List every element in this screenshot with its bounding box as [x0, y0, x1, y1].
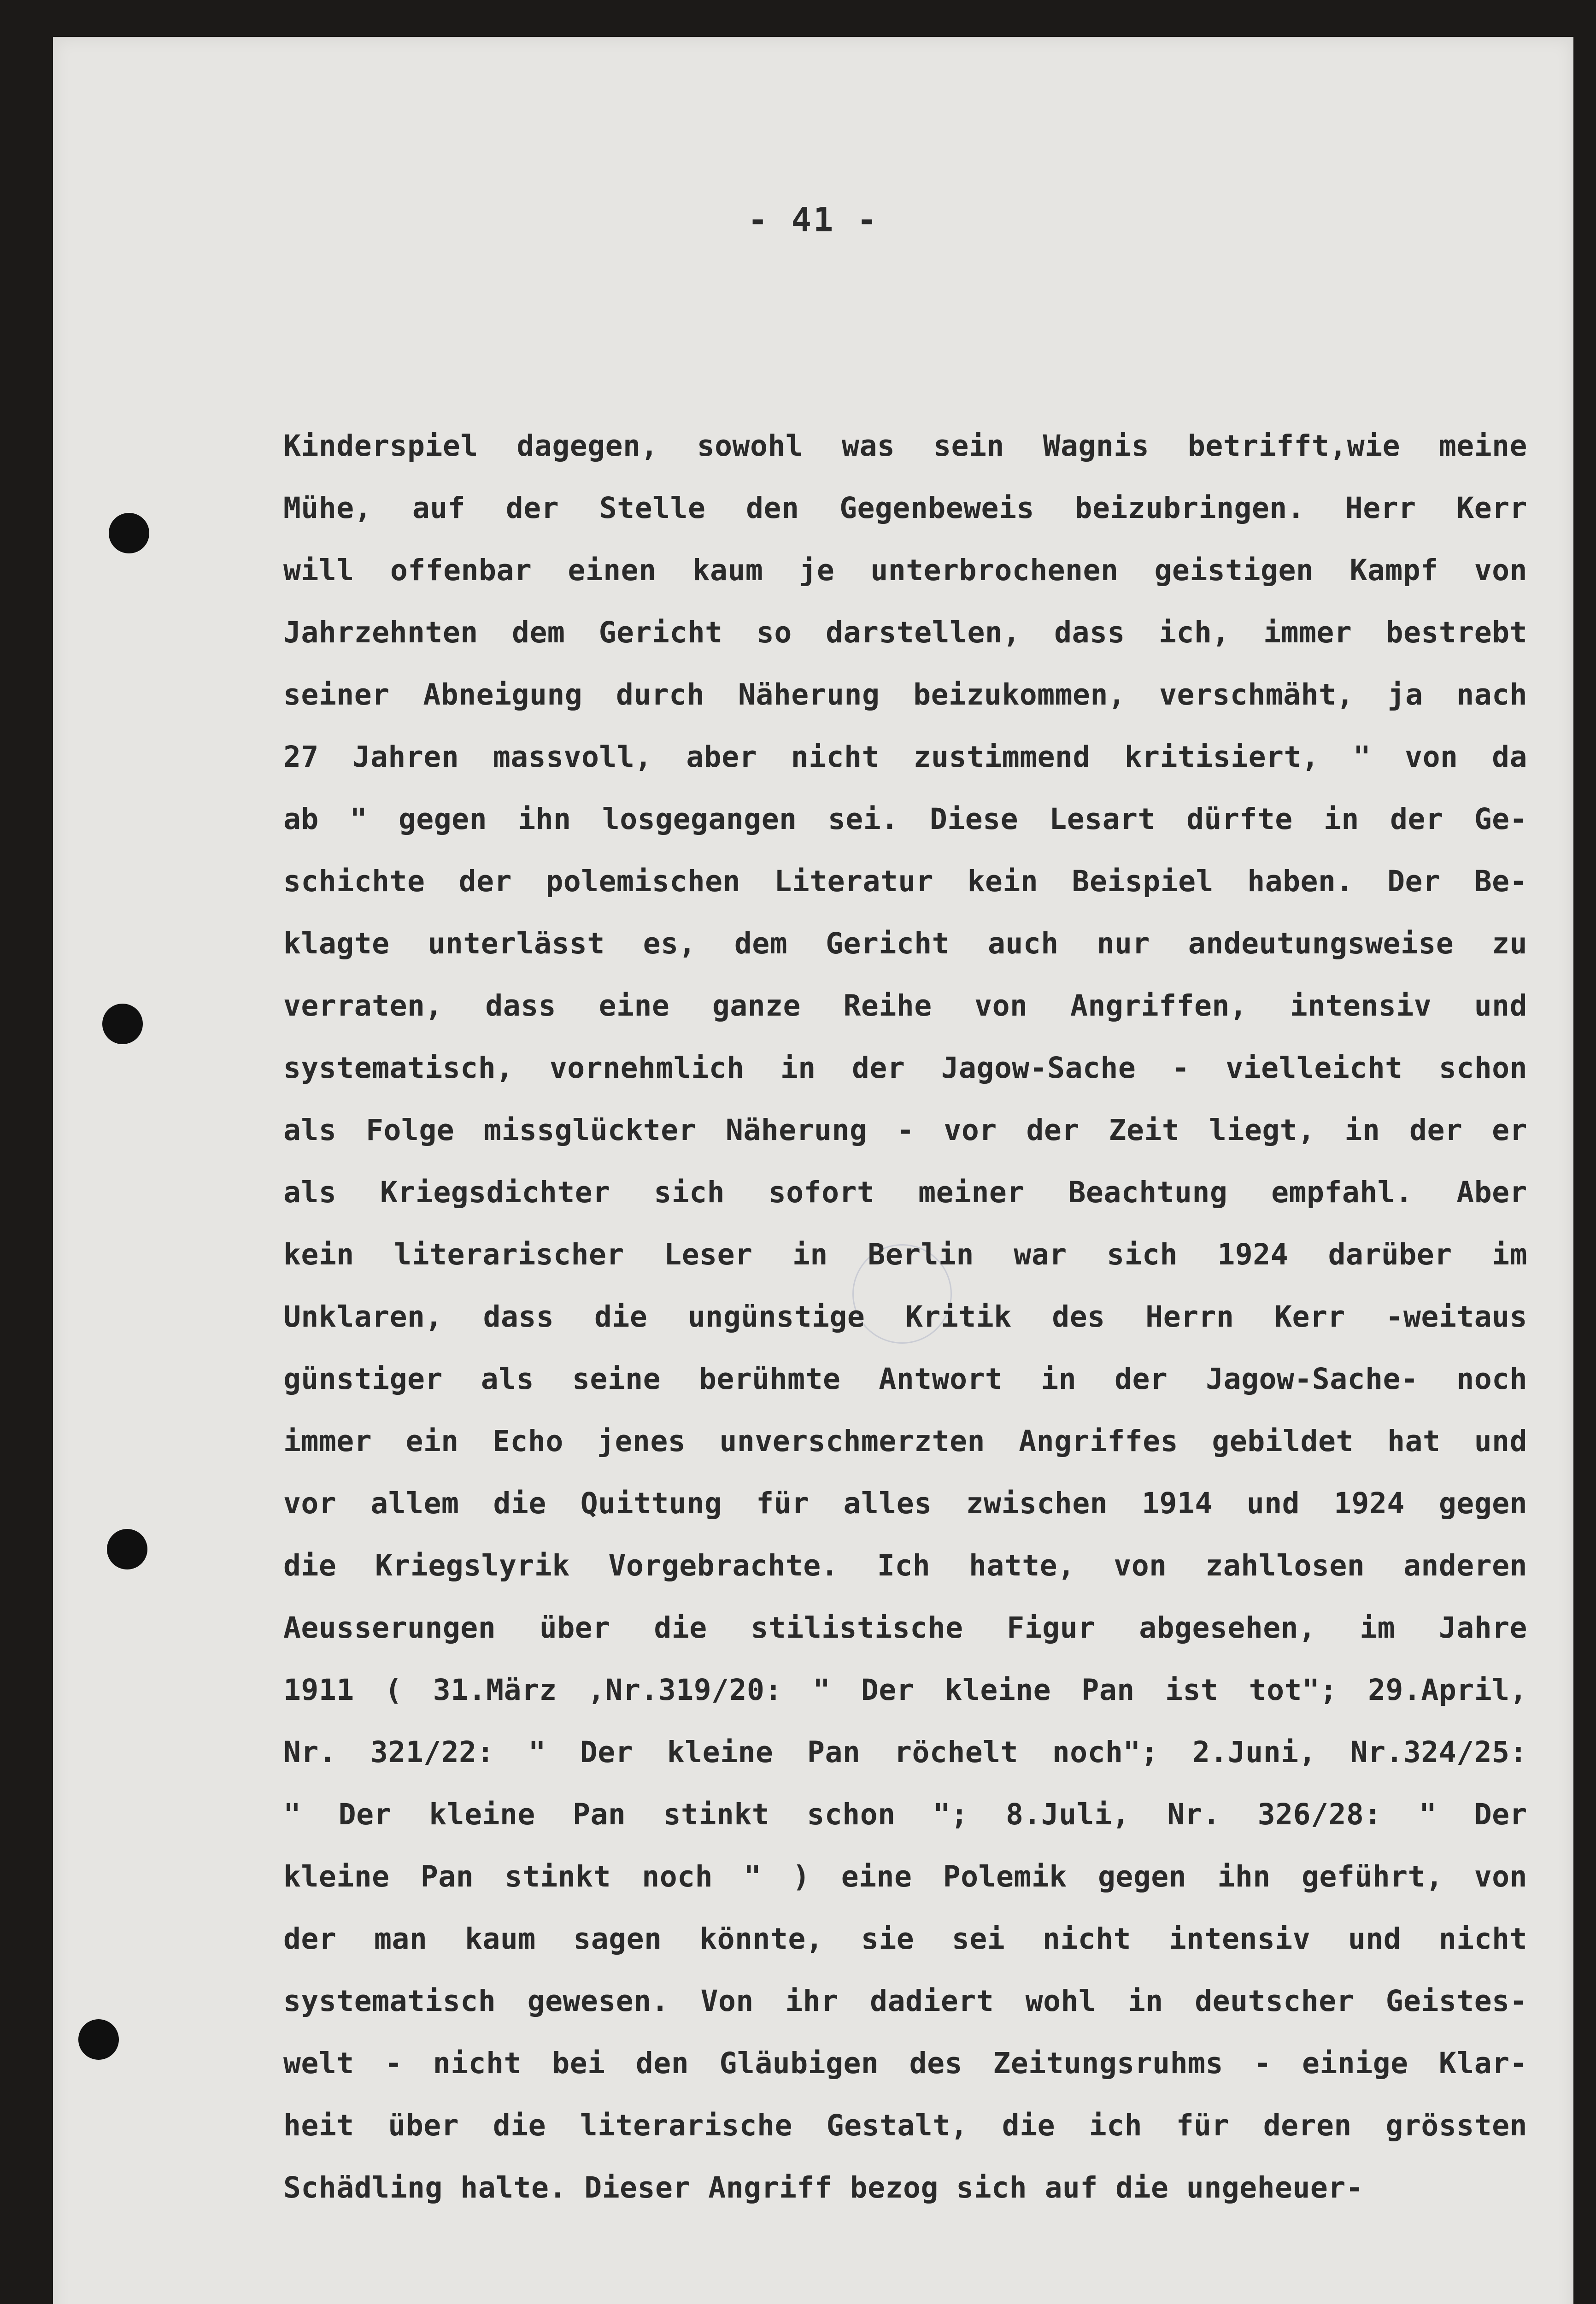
text-line: als Kriegsdichter sich sofort meiner Beachtung empfahl. Aber — [283, 1176, 1527, 1209]
text-line: Mühe, auf der Stelle den Gegenbeweis beizubringen. Herr Kerr — [283, 491, 1527, 525]
text-line: welt - nicht bei den Gläubigen des Zeitungsruhms - einige Klar- — [283, 2046, 1527, 2080]
text-line: klagte unterlässt es, dem Gericht auch nur andeutungsweise zu — [283, 927, 1527, 960]
text-line: Jahrzehnten dem Gericht so darstellen, dass ich, immer bestrebt — [283, 616, 1527, 649]
text-line: 1911 ( 31.März ,Nr.319/20: " Der kleine Pan ist tot"; 29.April, — [283, 1673, 1527, 1707]
text-line: systematisch gewesen. Von ihr dadiert wohl in deutscher Geistes- — [283, 1984, 1527, 2018]
text-line: kleine Pan stinkt noch " ) eine Polemik gegen ihn geführt, von — [283, 1860, 1527, 1893]
text-line: Aeusserungen über die stilistische Figur abgesehen, im Jahre — [283, 1611, 1527, 1645]
text-line: ab " gegen ihn losgegangen sei. Diese Lesart dürfte in der Ge- — [283, 802, 1527, 836]
page-number: - 41 - — [747, 200, 879, 239]
text-line: schichte der polemischen Literatur kein Beispiel haben. Der Be- — [283, 864, 1527, 898]
text-line: verraten, dass eine ganze Reihe von Angriffen, intensiv und — [283, 989, 1527, 1023]
text-line: will offenbar einen kaum je unterbrochenen geistigen Kampf von — [283, 553, 1527, 587]
text-line: heit über die literarische Gestalt, die ich für deren grössten — [283, 2109, 1527, 2142]
text-line: " Der kleine Pan stinkt schon "; 8.Juli, Nr. 326/28: " Der — [283, 1798, 1527, 1831]
punch-hole — [107, 1529, 147, 1569]
body-text — [283, 415, 1527, 2219]
punch-hole — [78, 2019, 119, 2060]
text-line: kein literarischer Leser in Berlin war sich 1924 darüber im — [283, 1238, 1527, 1271]
text-line: Schädling halte. Dieser Angriff bezog sich auf die ungeheuer- — [283, 2171, 1364, 2204]
text-line: als Folge missglückter Näherung - vor der Zeit liegt, in der er — [283, 1113, 1527, 1147]
text-line: günstiger als seine berühmte Antwort in der Jagow-Sache- noch — [283, 1362, 1527, 1396]
text-line: systematisch, vornehmlich in der Jagow-Sache - vielleicht schon — [283, 1051, 1527, 1085]
text-line: immer ein Echo jenes unverschmerzten Angriffes gebildet hat und — [283, 1424, 1527, 1458]
text-line: die Kriegslyrik Vorgebrachte. Ich hatte, von zahllosen anderen — [283, 1549, 1527, 1582]
text-line: der man kaum sagen könnte, sie sei nicht intensiv und nicht — [283, 1922, 1527, 1956]
text-line: Kinderspiel dagegen, sowohl was sein Wagnis betrifft,wie meine — [283, 429, 1527, 463]
text-line: Unklaren, dass die ungünstige Kritik des Herrn Kerr -weitaus — [283, 1300, 1527, 1334]
text-line: 27 Jahren massvoll, aber nicht zustimmend kritisiert, " von da — [283, 740, 1527, 774]
punch-hole — [102, 1004, 143, 1044]
document-page — [53, 37, 1573, 2304]
text-line: vor allem die Quittung für alles zwischen 1914 und 1924 gegen — [283, 1487, 1527, 1520]
text-line: seiner Abneigung durch Näherung beizukommen, verschmäht, ja nach — [283, 678, 1527, 711]
text-line: Nr. 321/22: " Der kleine Pan röchelt noch"; 2.Juni, Nr.324/25: — [283, 1735, 1527, 1769]
punch-hole — [109, 513, 149, 553]
